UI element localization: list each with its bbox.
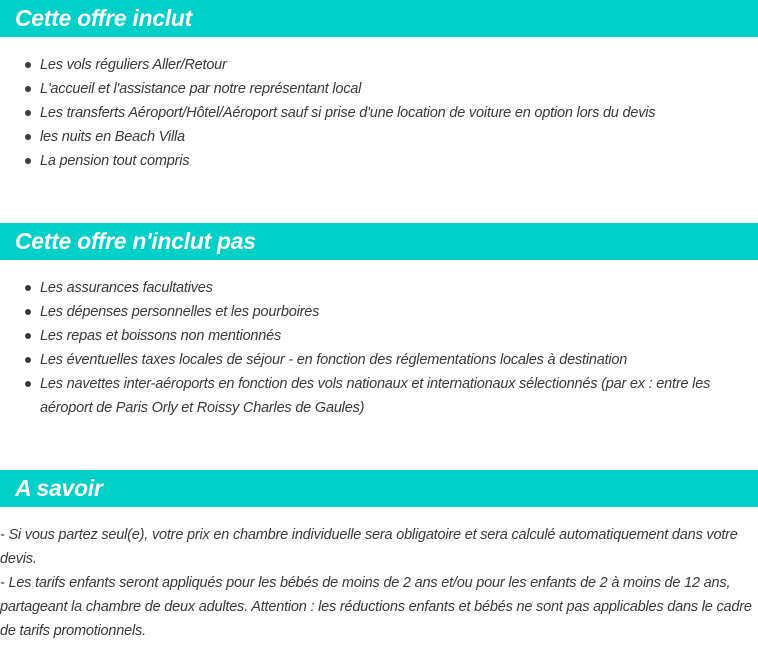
info-paragraph: - Les tarifs enfants seront appliqués pour les bébés de moins de 2 ans et/ou pour les enfants de 2 à moins de 12 ans, partageant la chambre de deux adultes. Attention : les réductions enfants et bébés ne sont pas applicables dans le cadre de tarifs promotionnels. — [0, 575, 752, 639]
bullet-icon — [25, 285, 31, 291]
bullet-icon — [25, 86, 31, 92]
bullet-icon — [25, 381, 31, 387]
bullet-icon — [25, 357, 31, 363]
list-item-text: Les assurances facultatives — [40, 280, 213, 296]
included-list — [0, 53, 758, 173]
bullet-icon — [25, 62, 31, 68]
section-title-included: Cette offre inclut — [0, 0, 758, 37]
list-item — [0, 101, 758, 125]
section-title-to-know: A savoir — [0, 470, 758, 507]
list-item — [0, 372, 758, 420]
list-item — [0, 77, 758, 101]
list-item-text: La pension tout compris — [40, 153, 190, 169]
bullet-icon — [25, 158, 31, 164]
bullet-icon — [25, 333, 31, 339]
bullet-icon — [25, 110, 31, 116]
bullet-icon — [25, 134, 31, 140]
to-know-text — [0, 523, 758, 643]
list-item-text: Les transferts Aéroport/Hôtel/Aéroport sauf si prise d'une location de voiture en option lors du devis — [40, 105, 656, 121]
list-item — [0, 300, 758, 324]
list-item-text: Les dépenses personnelles et les pourboires — [40, 304, 320, 320]
section-title-not-included: Cette offre n'inclut pas — [0, 223, 758, 260]
list-item-text: Les vols réguliers Aller/Retour — [40, 57, 227, 73]
list-item — [0, 276, 758, 300]
bullet-icon — [25, 309, 31, 315]
list-item-text: Les navettes inter-aéroports en fonction des vols nationaux et internationaux sélectionnés (par ex : entre les aéroport de Paris Orly et Roissy Charles de Gaules) — [40, 376, 711, 416]
list-item — [0, 348, 758, 372]
not-included-list — [0, 276, 758, 420]
list-item — [0, 125, 758, 149]
list-item-text: Les repas et boissons non mentionnés — [40, 328, 282, 344]
info-paragraph: - Si vous partez seul(e), votre prix en chambre individuelle sera obligatoire et sera calculé automatiquement dans votre devis. — [0, 527, 738, 567]
list-item — [0, 324, 758, 348]
list-item — [0, 149, 758, 173]
list-item — [0, 53, 758, 77]
list-item-text: Les éventuelles taxes locales de séjour - en fonction des réglementations locales à destination — [40, 352, 628, 368]
list-item-text: les nuits en Beach Villa — [40, 129, 185, 145]
list-item-text: L'accueil et l'assistance par notre représentant local — [40, 81, 362, 97]
